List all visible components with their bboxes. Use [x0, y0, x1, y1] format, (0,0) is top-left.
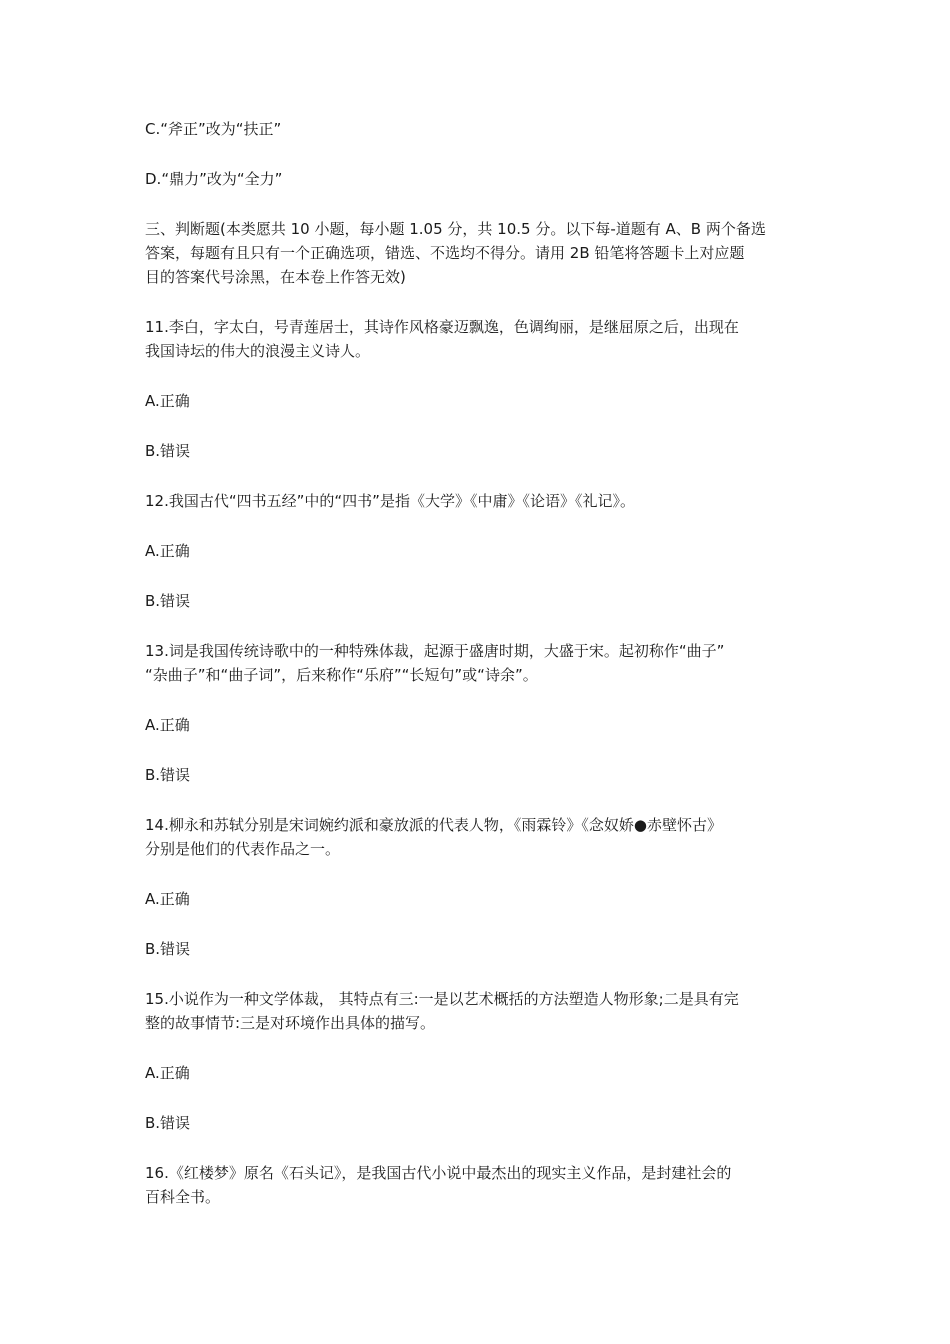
section-header-line: 三、判断题(本类愿共 10 小题，每小题 1.05 分，共 10.5 分。以下每-道题有 A、B 两个备选 [145, 220, 766, 238]
question-text-line: 12.我国古代“四书五经”中的“四书”是指《大学》《中庸》《论语》《礼记》。 [145, 492, 635, 510]
question-12 [145, 489, 810, 513]
question-text-line: 百科全书。 [145, 1188, 221, 1206]
question-13 [145, 639, 810, 687]
question-12-option-b: B.错误 [145, 592, 191, 610]
question-text-line: 11.李白，字太白，号青莲居士，其诗作风格豪迈飘逸，色调绚丽，是继屈原之后，出现在 [145, 318, 739, 336]
question-11-option-a: A.正确 [145, 392, 190, 410]
question-text-line: 分别是他们的代表作品之一。 [145, 840, 341, 858]
question-text-line: 我国诗坛的伟大的浪漫主义诗人。 [145, 342, 371, 360]
question-text-line: 14.柳永和苏轼分别是宋词婉约派和豪放派的代表人物，《雨霖铃》《念奴娇●赤壁怀古》 [145, 816, 722, 834]
question-11-option-b: B.错误 [145, 442, 191, 460]
section-header-line: 答案，每题有且只有一个正确选项，错选、不选均不得分。请用 2B 铅笔将答题卡上对应题 [145, 244, 745, 262]
question-12-option-a: A.正确 [145, 542, 190, 560]
question-15-option-b: B.错误 [145, 1114, 191, 1132]
page-content [145, 117, 810, 1235]
question-13-option-a: A.正确 [145, 716, 190, 734]
question-text-line: 整的故事情节:三是对环境作出具体的描写。 [145, 1014, 436, 1032]
question-14-option-a: A.正确 [145, 890, 190, 908]
question-15-option-a: A.正确 [145, 1064, 190, 1082]
question-15 [145, 987, 810, 1035]
section-header-line: 目的答案代号涂黑，在本卷上作答无效) [145, 268, 406, 286]
question-13-option-b: B.错误 [145, 766, 191, 784]
question-text-line: 15.小说作为一种文学体裁， 其特点有三:一是以艺术概括的方法塑造人物形象;二是具有完 [145, 990, 739, 1008]
question-14-option-b: B.错误 [145, 940, 191, 958]
prev-option-c: C.“斧正”改为“扶正” [145, 120, 282, 138]
question-text-line: “杂曲子”和“曲子词”，后来称作“乐府”“长短句”或“诗余”。 [145, 666, 538, 684]
question-11 [145, 315, 810, 363]
question-text-line: 16.《红楼梦》原名《石头记》，是我国古代小说中最杰出的现实主义作品，是封建社会的 [145, 1164, 732, 1182]
question-16 [145, 1161, 810, 1209]
section-header [145, 217, 810, 289]
question-14 [145, 813, 810, 861]
prev-option-d: D.“鼎力”改为“全力” [145, 170, 283, 188]
question-text-line: 13.词是我国传统诗歌中的一种特殊体裁，起源于盛唐时期，大盛于宋。起初称作“曲子” [145, 642, 725, 660]
